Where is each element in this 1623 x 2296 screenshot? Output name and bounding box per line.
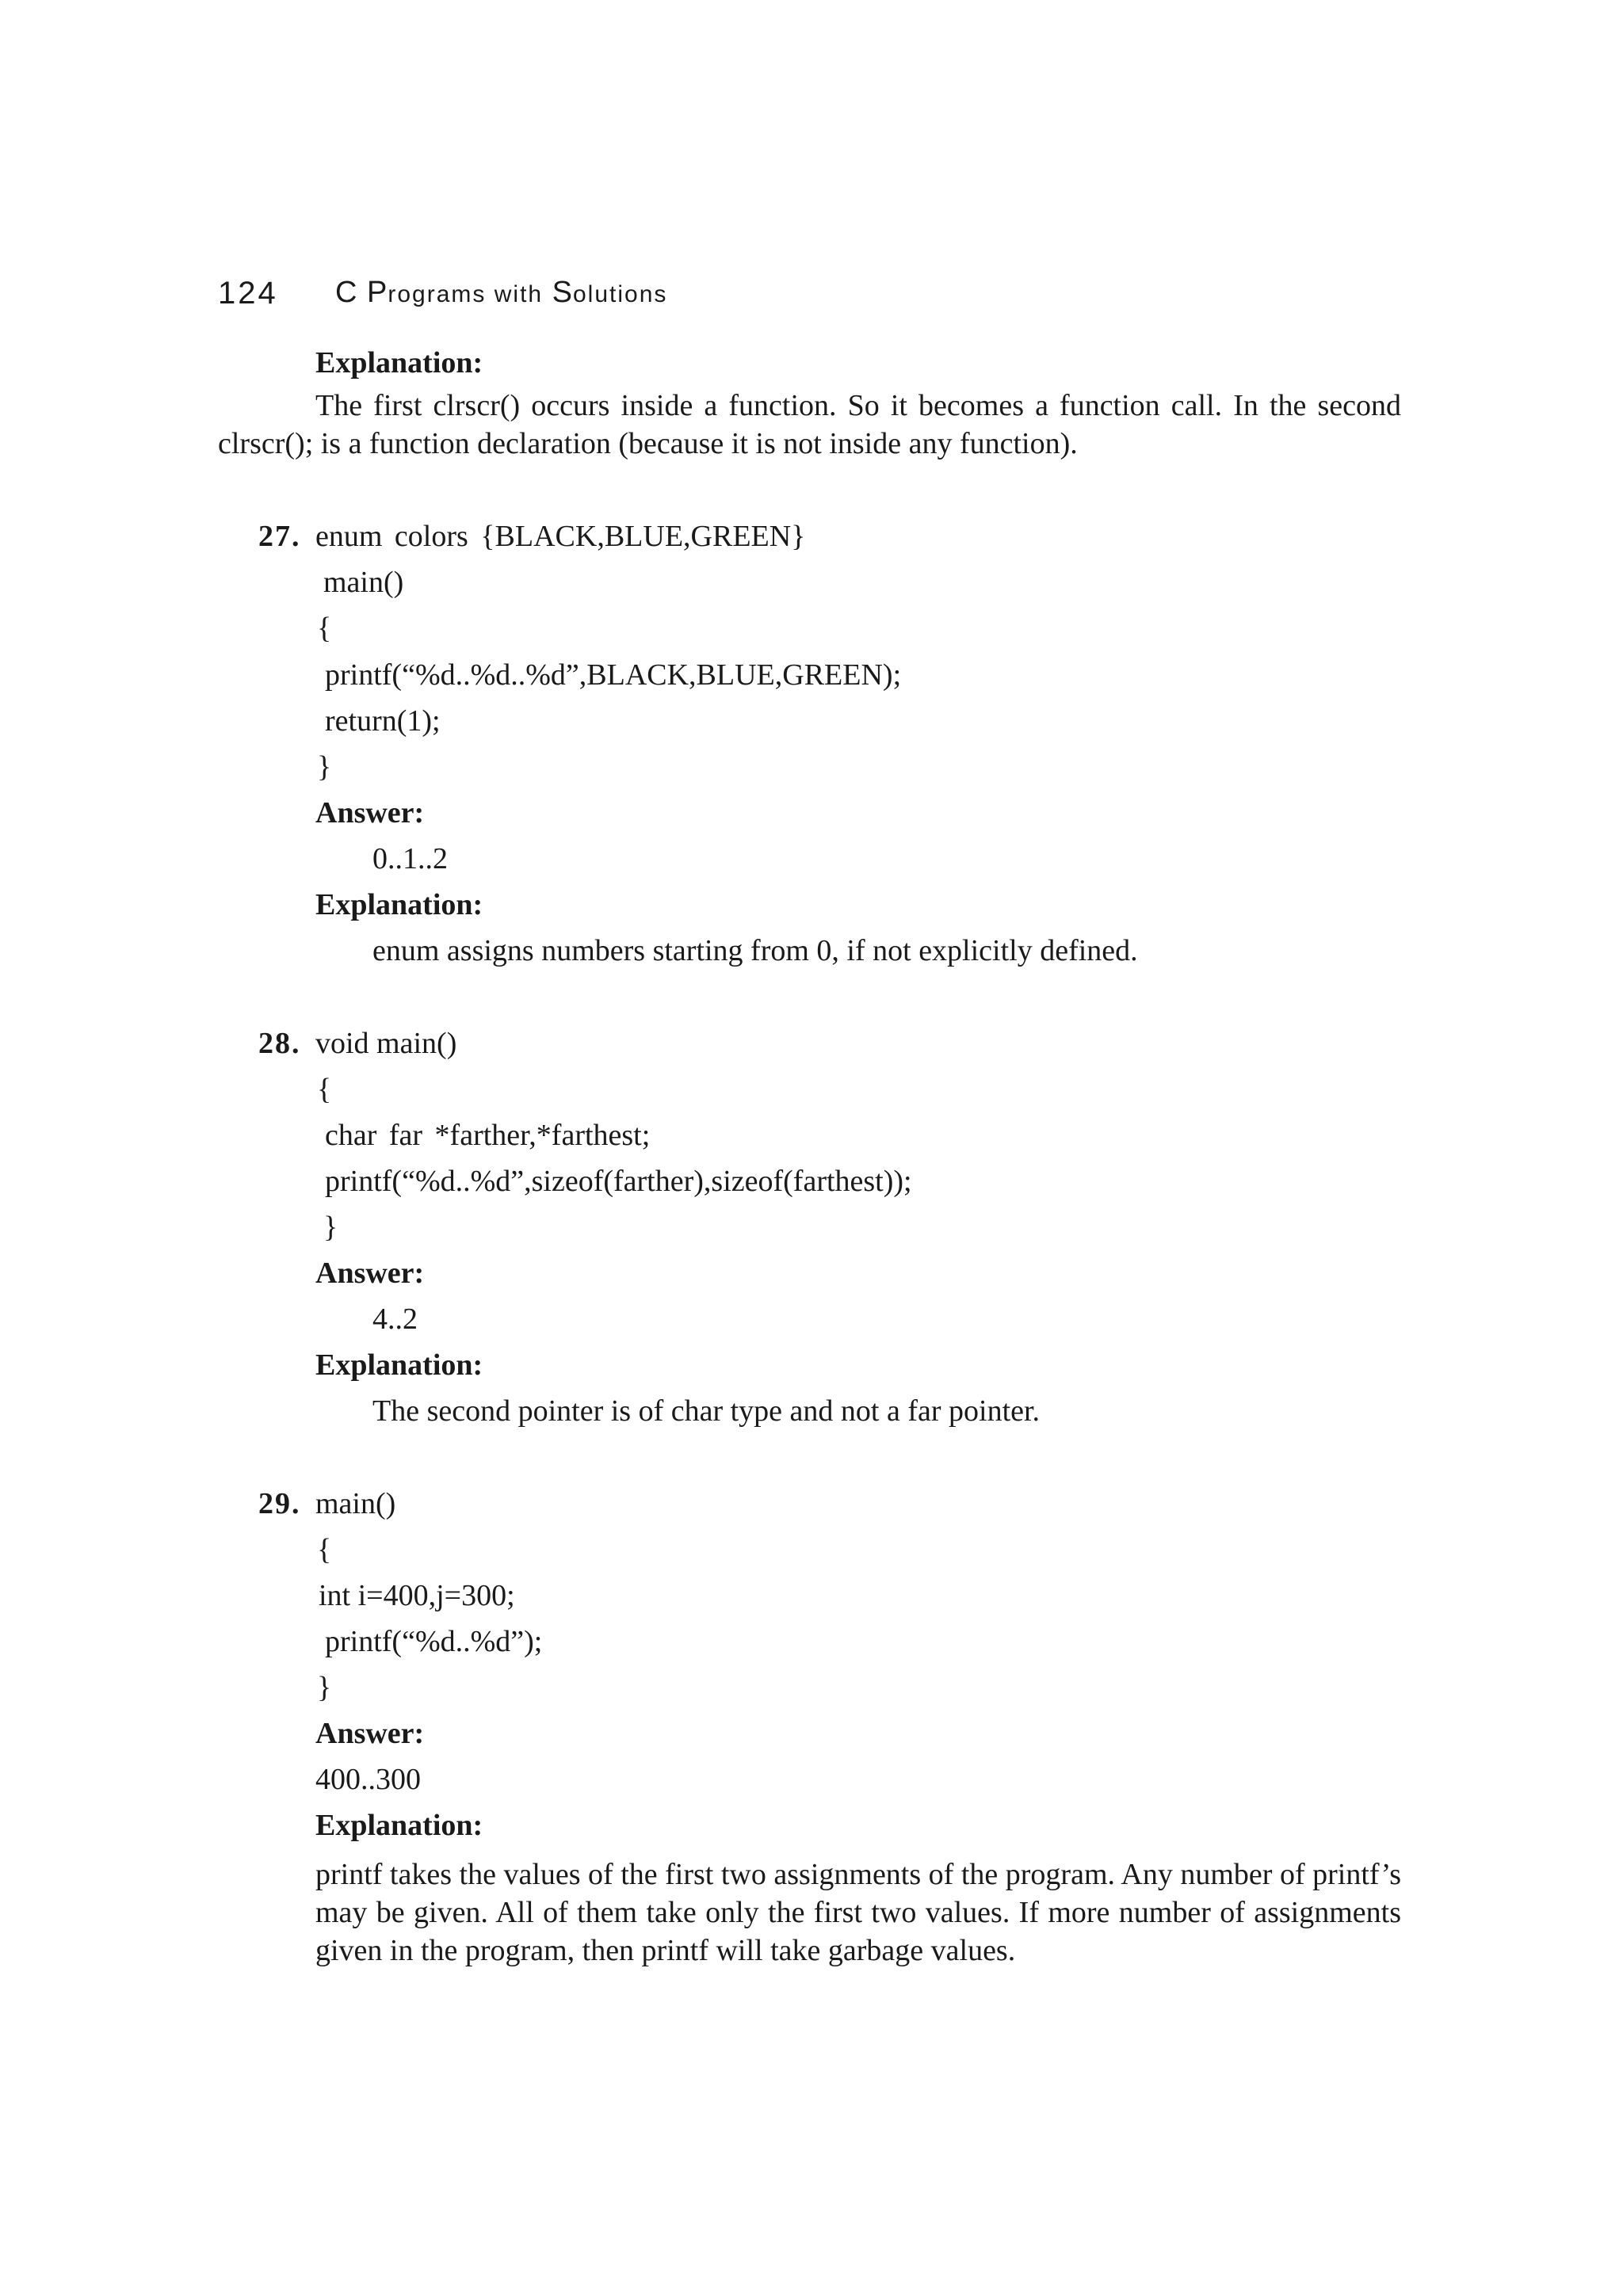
q27-answer-label: Answer: bbox=[315, 796, 425, 830]
q27-code-line-1: enum colors {BLACK,BLUE,GREEN} bbox=[315, 520, 806, 553]
q27-code-line-2: main() bbox=[323, 566, 404, 599]
question-number-27: 27. bbox=[258, 520, 301, 553]
q29-code-line-4: printf(“%d..%d”); bbox=[325, 1625, 543, 1658]
q28-answer-value: 4..2 bbox=[372, 1302, 418, 1336]
question-number-29: 29. bbox=[258, 1487, 301, 1520]
q28-code-line-1: void main() bbox=[315, 1027, 457, 1060]
q28-code-line-5: } bbox=[323, 1211, 338, 1244]
q27-code-line-6: } bbox=[317, 750, 332, 784]
q29-explanation-label: Explanation: bbox=[315, 1809, 483, 1842]
q27-answer-value: 0..1..2 bbox=[372, 842, 448, 875]
q28-code-line-2: { bbox=[317, 1073, 332, 1106]
q29-code-line-5: } bbox=[317, 1671, 332, 1704]
intro-explanation-heading: Explanation: bbox=[315, 346, 483, 379]
q29-answer-value: 400..300 bbox=[315, 1763, 421, 1796]
q29-code-line-1: main() bbox=[315, 1487, 396, 1520]
q28-explanation-text: The second pointer is of char type and not a far pointer. bbox=[372, 1394, 1041, 1428]
q28-explanation-label: Explanation: bbox=[315, 1348, 483, 1382]
page-number: 124 bbox=[218, 276, 278, 311]
q29-answer-label: Answer: bbox=[315, 1717, 425, 1750]
intro-explanation-line-2: clrscr(); is a function declaration (because it is not inside any function). bbox=[218, 427, 1078, 460]
q29-code-line-3: int i=400,j=300; bbox=[319, 1579, 515, 1612]
q28-answer-label: Answer: bbox=[315, 1257, 425, 1290]
intro-explanation-line-1: The first clrscr() occurs inside a function. So it becomes a function call. In the second bbox=[315, 389, 1401, 422]
q28-code-line-3: char far *farther,*farthest; bbox=[325, 1119, 651, 1152]
q27-code-line-3: { bbox=[317, 612, 332, 645]
q28-code-line-4: printf(“%d..%d”,sizeof(farther),sizeof(farthest)); bbox=[325, 1165, 912, 1198]
q29-explanation-text: printf takes the values of the first two assignments of the program. Any number of printf’s may be given. All of them take only the first two values. If more number of assignments given in the program, then printf will take garbage values. bbox=[315, 1858, 1401, 1967]
q27-explanation-text: enum assigns numbers starting from 0, if not explicitly defined. bbox=[372, 934, 1138, 967]
q27-explanation-label: Explanation: bbox=[315, 888, 483, 921]
question-number-28: 28. bbox=[258, 1027, 301, 1060]
q27-code-line-4: printf(“%d..%d..%d”,BLACK,BLUE,GREEN); bbox=[325, 658, 902, 692]
book-title: C Programs with Solutions bbox=[335, 276, 668, 309]
q27-code-line-5: return(1); bbox=[325, 704, 441, 738]
q29-code-line-2: { bbox=[317, 1533, 332, 1566]
